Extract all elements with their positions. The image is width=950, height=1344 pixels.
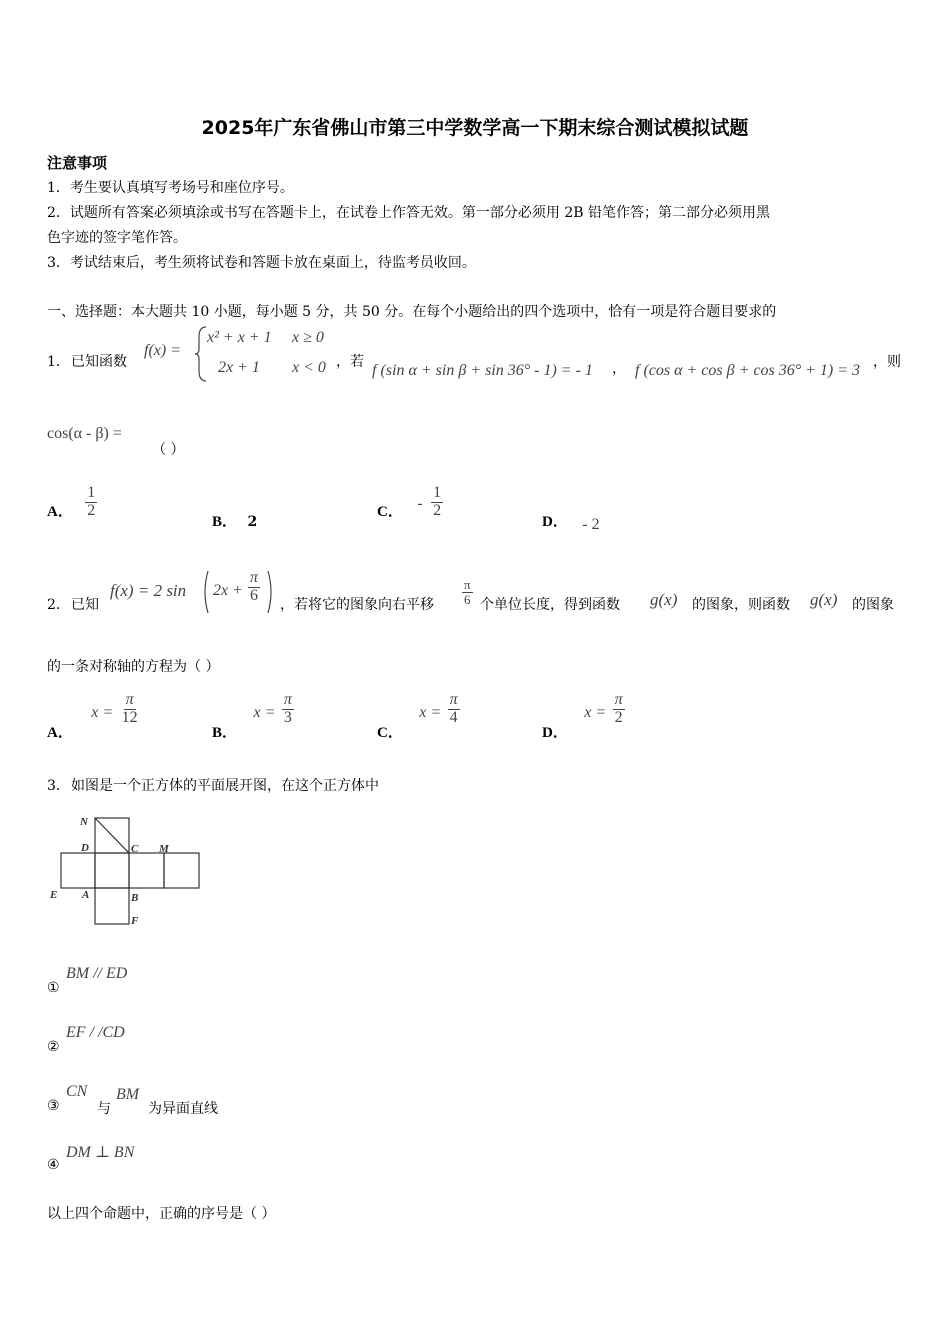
q1-option-b <box>212 510 257 531</box>
fraction-numerator: π <box>614 691 623 708</box>
diagonal-line <box>95 818 129 853</box>
q2-func: f(x) = 2 sin <box>110 581 187 600</box>
cube-net-figure <box>45 812 210 932</box>
fraction <box>120 692 140 727</box>
fraction <box>85 485 97 520</box>
q1-option-a <box>47 485 97 520</box>
fraction <box>613 692 625 727</box>
label-d: D <box>81 842 89 854</box>
q1-ask: cos(α - β) = <box>47 425 122 442</box>
fraction-numerator: π <box>283 691 292 708</box>
section-heading: 一、选择题：本大题共 10 小题，每小题 5 分，共 50 分。在每个小题给出的四个选项中，恰有一项是符合题目要求的 <box>47 304 777 320</box>
prop-mark-4: ④ <box>47 1157 60 1173</box>
prop-tail: 为异面直线 <box>148 1101 218 1117</box>
q1-case2-cond: x < 0 <box>292 359 326 376</box>
q2-shift-fraction <box>462 578 473 606</box>
notice-heading: 注意事项 <box>47 154 108 172</box>
piecewise-brace-icon <box>194 325 208 383</box>
q1-case1-cond: x ≥ 0 <box>292 329 324 346</box>
fraction-numerator: 1 <box>87 484 96 501</box>
fraction-denominator: 6 <box>250 586 258 604</box>
q1-lead: 已知函数 <box>71 354 127 370</box>
q2-option-b <box>212 691 294 742</box>
fraction-denominator: 2 <box>87 501 96 519</box>
fraction-numerator: π <box>449 691 458 708</box>
q1-func: f(x) = <box>144 342 181 359</box>
option-label: C． <box>377 725 403 742</box>
net-square <box>61 853 95 888</box>
q2-g-2: g(x) <box>810 590 838 609</box>
q2-inner: 2x + <box>213 582 243 599</box>
x-equals: x = <box>419 704 442 722</box>
q2-g-1: g(x) <box>650 590 678 609</box>
prop-mark-3: ③ <box>47 1098 60 1114</box>
net-square <box>129 853 164 888</box>
q2-option-c <box>377 691 460 742</box>
option-value: 2 <box>247 514 258 530</box>
fraction-numerator: π <box>250 569 259 586</box>
q2-inner-fraction <box>248 570 260 605</box>
q1-condition-1: f (sin α + sin β + sin 36° - 1) = - 1 <box>372 362 593 379</box>
notice-item: 1．考生要认真填写考场号和座位序号。 <box>47 180 294 196</box>
prop-with: 与 <box>97 1101 111 1117</box>
x-equals: x = <box>91 704 114 722</box>
q1-option-c <box>377 485 443 520</box>
fraction <box>448 692 460 727</box>
right-paren-icon <box>266 569 276 615</box>
q1-answer-paren: （ ） <box>152 442 185 458</box>
fraction-denominator: 2 <box>433 501 442 519</box>
fraction-denominator: 3 <box>283 708 292 726</box>
option-value: - 2 <box>582 516 600 533</box>
net-square <box>95 853 129 888</box>
notice-item: 色字迹的签字笔作答。 <box>47 230 187 246</box>
label-c: C <box>131 843 139 855</box>
fraction <box>282 692 294 727</box>
option-label: D． <box>542 514 568 530</box>
q2-option-a <box>47 691 140 742</box>
prop-expr-3: CN <box>66 1083 88 1100</box>
net-square <box>95 888 129 924</box>
q2-text-shift: ，若将它的图象向右平移 <box>280 597 434 613</box>
option-label: B． <box>212 725 238 742</box>
net-square <box>164 853 199 888</box>
q1-number: 1． <box>47 354 70 370</box>
left-paren-icon <box>200 569 210 615</box>
notice-item: 2．试题所有答案必须填涂或书写在答题卡上，在试卷上作答无效。第一部分必须用 2B 铅笔作答；第二部分必须用黑 <box>47 205 770 221</box>
fraction-denominator: 2 <box>614 708 623 726</box>
q1-comma: ， <box>612 361 626 377</box>
option-label: A． <box>47 725 73 742</box>
q2-lead: 已知 <box>71 597 99 613</box>
q2-text-end: 的图象 <box>852 597 894 613</box>
x-equals: x = <box>584 704 607 722</box>
q3-number: 3． <box>47 778 70 794</box>
fraction-denominator: 6 <box>464 591 471 607</box>
q1-case2-expr: 2x + 1 <box>218 359 260 376</box>
label-e: E <box>50 889 58 901</box>
label-f: F <box>131 915 139 927</box>
label-n: N <box>80 816 88 828</box>
prop-expr-3b: BM <box>116 1086 140 1103</box>
fraction-numerator: π <box>464 577 471 592</box>
label-m: M <box>159 843 169 855</box>
q2-line2: 的一条对称轴的方程为（ ） <box>47 659 220 675</box>
prop-mark-2: ② <box>47 1039 60 1055</box>
q1-option-d <box>542 510 600 531</box>
fraction-denominator: 4 <box>449 708 458 726</box>
notice-item: 3．考试结束后，考生须将试卷和答题卡放在桌面上，待监考员收回。 <box>47 255 476 271</box>
minus-sign: - <box>417 495 423 513</box>
q2-text-get: 个单位长度，得到函数 <box>480 597 620 613</box>
x-equals: x = <box>253 704 276 722</box>
option-label: A． <box>47 504 73 521</box>
q1-case1-expr: x² + x + 1 <box>207 329 272 346</box>
q3-final-question: 以上四个命题中，正确的序号是（ ） <box>47 1206 276 1222</box>
option-label: D． <box>542 725 568 742</box>
q1-then: ，则 <box>873 354 901 370</box>
q2-number: 2． <box>47 597 70 613</box>
page-title: 2025年广东省佛山市第三中学数学高一下期末综合测试模拟试题 <box>201 117 749 139</box>
label-a: A <box>82 889 90 901</box>
q2-text-then: 的图象，则函数 <box>692 597 790 613</box>
prop-expr-2: EF / /CD <box>66 1024 125 1041</box>
fraction-numerator: 1 <box>433 484 442 501</box>
prop-expr-1: BM // ED <box>66 965 128 982</box>
fraction-denominator: 12 <box>121 708 138 726</box>
q1-condition-2: f (cos α + cos β + cos 36° + 1) = 3 <box>635 362 861 379</box>
q2-option-d <box>542 691 625 742</box>
q1-if: ，若 <box>336 354 364 370</box>
prop-expr-4: DM ⊥ BN <box>66 1144 135 1161</box>
prop-mark-1: ① <box>47 980 60 996</box>
option-label: B． <box>212 514 238 530</box>
option-label: C． <box>377 504 403 521</box>
q3-text: 如图是一个正方体的平面展开图，在这个正方体中 <box>71 778 379 794</box>
fraction-numerator: π <box>125 691 134 708</box>
fraction <box>431 485 443 520</box>
label-b: B <box>131 892 139 904</box>
